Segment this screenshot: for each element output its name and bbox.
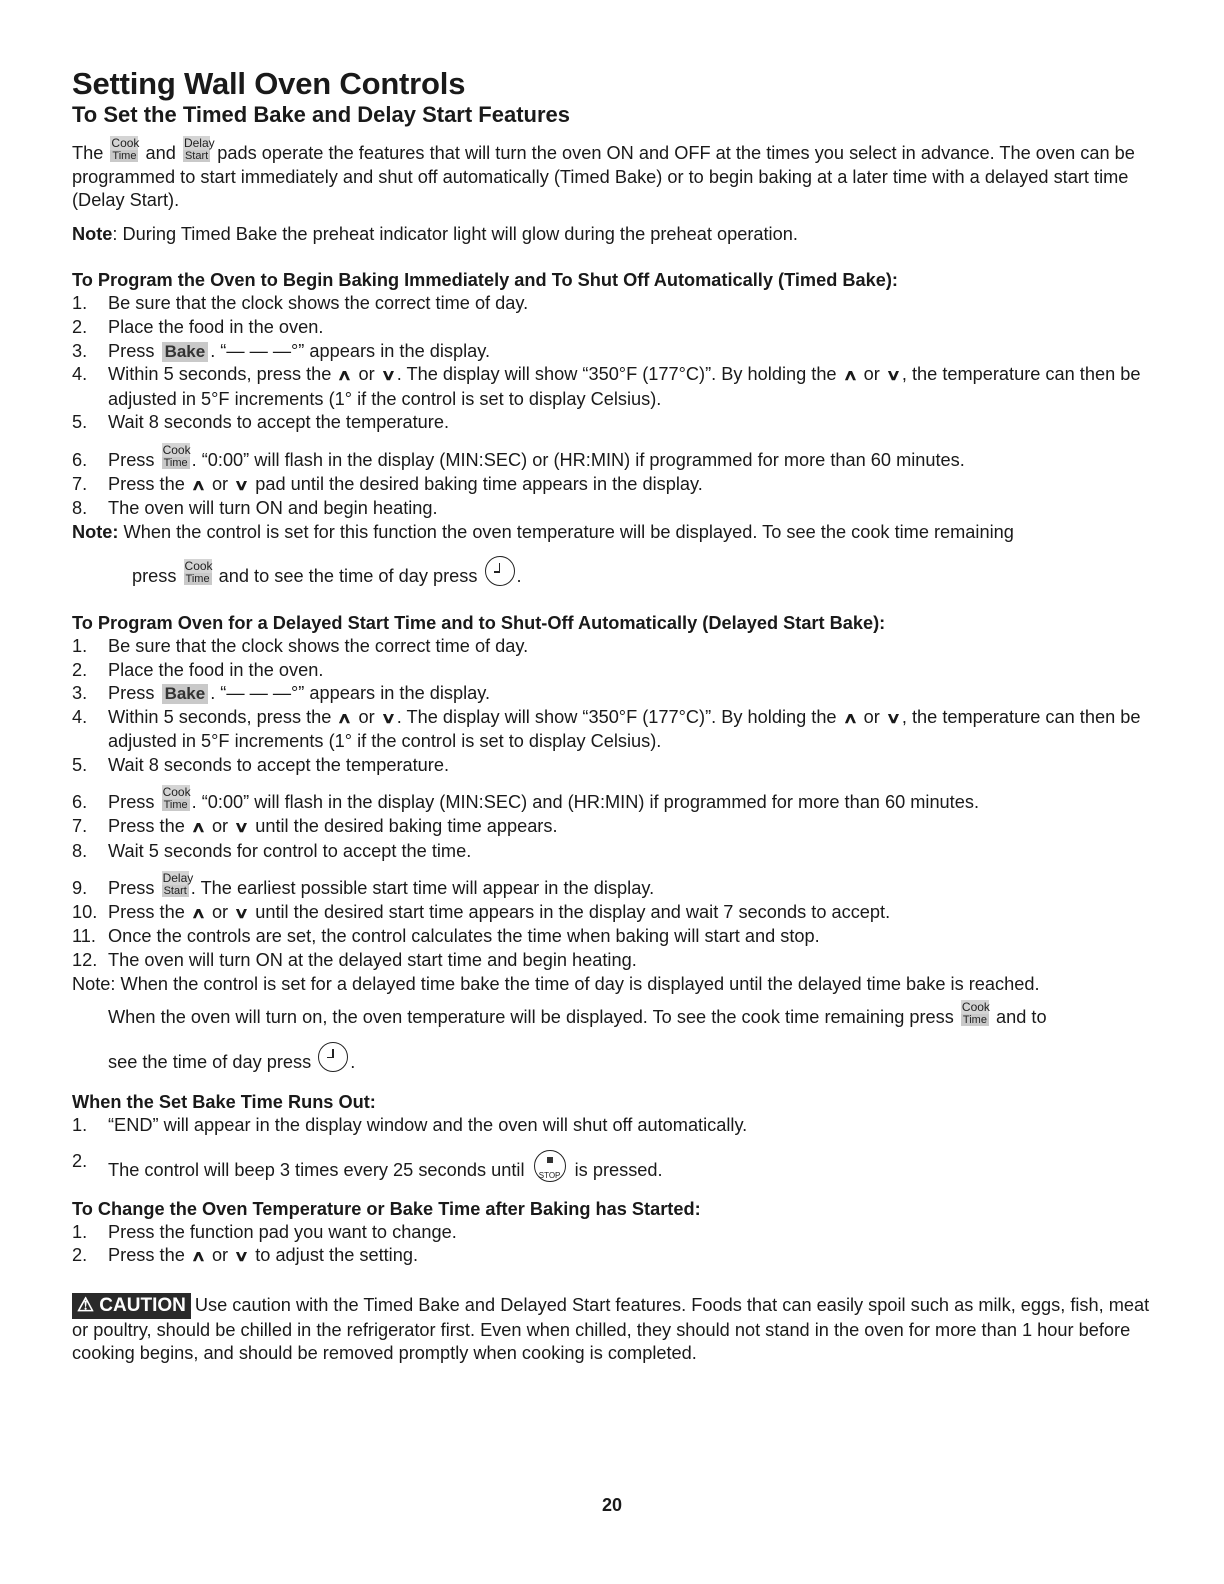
up-arrow-icon: ∧ bbox=[842, 709, 858, 727]
down-arrow-icon: ∨ bbox=[233, 904, 250, 922]
step: 8. The oven will turn ON and begin heating. bbox=[72, 498, 438, 519]
step: 9. Press Delay Start . The earliest possible start time will appear in the display. bbox=[72, 871, 655, 899]
delayed-start-note-line2: When the oven will turn on, the oven temperature will be displayed. To see the cook time remaining press Cook Time and to bbox=[108, 1000, 1047, 1028]
step: 6. Press Cook Time . “0:00” will flash in the display (MIN:SEC) and (HR:MIN) if programmed for more than 60 minutes. bbox=[72, 785, 979, 813]
delayed-start-note: Note: When the control is set for a delayed time bake the time of day is displayed until the delayed time bake is reached. bbox=[72, 973, 1040, 994]
step: 4. Within 5 seconds, press the ∧ or ∨. The display will show “350°F (177°C)”. By holding the ∧ or ∨, the temperature can then be adjusted in 5°F increments (1° if the control is set to display Celsius). bbox=[72, 364, 1141, 409]
note-text: : During Timed Bake the preheat indicator light will glow during the preheat operation. bbox=[112, 223, 798, 244]
step: 2. The control will beep 3 times every 25 seconds until STOP is pressed. bbox=[72, 1151, 663, 1180]
manual-page bbox=[72, 66, 1152, 1366]
down-arrow-icon: ∨ bbox=[380, 367, 396, 385]
timed-bake-steps bbox=[72, 292, 1152, 520]
section-change-settings-heading: To Change the Oven Temperature or Bake Time after Baking has Started: bbox=[72, 1198, 701, 1219]
step: 2. Press the ∧ or ∨ to adjust the setting. bbox=[72, 1244, 1152, 1269]
stop-button-icon: STOP bbox=[534, 1150, 566, 1182]
down-arrow-icon: ∨ bbox=[233, 1248, 250, 1266]
clock-icon bbox=[318, 1042, 348, 1072]
caution-paragraph bbox=[72, 1293, 1152, 1366]
step: 5. Wait 8 seconds to accept the temperature. bbox=[72, 412, 450, 433]
page-subtitle: To Set the Timed Bake and Delay Start Features bbox=[72, 102, 571, 127]
step: 1. Be sure that the clock shows the correct time of day. bbox=[72, 293, 529, 314]
step: 7. Press the ∧ or ∨ until the desired baking time appears. bbox=[72, 815, 1152, 840]
clock-icon bbox=[485, 556, 515, 586]
preheat-note bbox=[72, 223, 1152, 247]
cook-time-pad-icon: Cook Time bbox=[162, 785, 191, 812]
up-arrow-icon: ∧ bbox=[190, 476, 207, 494]
down-arrow-icon: ∨ bbox=[380, 709, 396, 727]
step: 10. Press the ∧ or ∨ until the desired start time appears in the display and wait 7 seconds to accept. bbox=[72, 901, 1152, 926]
intro-paragraph bbox=[72, 136, 1152, 213]
up-arrow-icon: ∧ bbox=[190, 1248, 207, 1266]
down-arrow-icon: ∨ bbox=[233, 819, 250, 837]
section-delayed-start-heading: To Program Oven for a Delayed Start Time and to Shut-Off Automatically (Delayed Start Bake): bbox=[72, 612, 886, 633]
cook-time-pad-icon: Cook Time bbox=[184, 559, 213, 586]
delay-start-pad-icon: Delay Start bbox=[162, 871, 194, 898]
step: 7. Press the ∧ or ∨ pad until the desired baking time appears in the display. bbox=[72, 473, 1152, 498]
delayed-start-steps bbox=[72, 635, 1152, 973]
time-runs-out-steps bbox=[72, 1114, 1152, 1182]
cook-time-pad-icon: Cook Time bbox=[162, 442, 191, 469]
step: 5. Wait 8 seconds to accept the temperature. bbox=[72, 754, 450, 775]
bake-pad-icon: Bake bbox=[162, 684, 209, 704]
down-arrow-icon: ∨ bbox=[885, 709, 902, 727]
step: 8. Wait 5 seconds for control to accept the time. bbox=[72, 840, 472, 861]
delay-start-pad-icon: Delay Start bbox=[183, 136, 215, 162]
step: 3. Press Bake . “— — —°” appears in the display. bbox=[72, 340, 491, 361]
page-number: 20 bbox=[601, 1495, 623, 1515]
step: 1. “END” will appear in the display window and the oven will shut off automatically. bbox=[72, 1115, 748, 1136]
delayed-start-note-line3: see the time of day press . bbox=[72, 1042, 1152, 1075]
change-settings-steps bbox=[72, 1221, 1152, 1269]
timed-bake-note: Note: When the control is set for this function the oven temperature will be displayed. To see the cook time remaining bbox=[72, 521, 1014, 542]
up-arrow-icon: ∧ bbox=[190, 819, 207, 837]
caution-text: Use caution with the Timed Bake and Delayed Start features. Foods that can easily spoil such as milk, eggs, fish, meat or poultry, should be chilled in the refrigerator first. Even when chilled, they should not stand in the oven for more than 1 hour before cooking begins, and should be removed promptly when cooking is completed. bbox=[72, 1294, 1150, 1364]
intro-the: The bbox=[72, 143, 104, 163]
step: 1. Press the function pad you want to change. bbox=[72, 1221, 457, 1242]
section-time-runs-out-heading: When the Set Bake Time Runs Out: bbox=[72, 1092, 376, 1113]
step: 2. Place the food in the oven. bbox=[72, 659, 324, 680]
caution-badge: ⚠ CAUTION bbox=[72, 1293, 191, 1319]
step: 12. The oven will turn ON at the delayed start time and begin heating. bbox=[72, 950, 637, 971]
step: 2. Place the food in the oven. bbox=[72, 316, 324, 337]
down-arrow-icon: ∨ bbox=[233, 476, 250, 494]
down-arrow-icon: ∨ bbox=[885, 367, 902, 385]
cook-time-pad-icon: Cook Time bbox=[111, 136, 140, 162]
section-timed-bake-heading: To Program the Oven to Begin Baking Immediately and To Shut Off Automatically (Timed Bake): bbox=[72, 270, 898, 291]
note-label: Note bbox=[72, 223, 113, 244]
intro-and: and bbox=[145, 143, 176, 163]
bake-pad-icon: Bake bbox=[162, 342, 209, 362]
up-arrow-icon: ∧ bbox=[842, 367, 858, 385]
step: 11. Once the controls are set, the control calculates the time when baking will start and stop. bbox=[72, 926, 820, 947]
intro-text: pads operate the features that will turn the oven ON and OFF at the times you select in advance. The oven can be programmed to start immediately and shut off automatically (Timed Bake) or to begin baking at a later time with a delayed start time (Delay Start). bbox=[72, 143, 1135, 211]
up-arrow-icon: ∧ bbox=[190, 904, 207, 922]
step: 4. Within 5 seconds, press the ∧ or ∨. The display will show “350°F (177°C)”. By holding the ∧ or ∨, the temperature can then be adjusted in 5°F increments (1° if the control is set to display Celsius). bbox=[72, 706, 1141, 752]
timed-bake-note-line2: press Cook Time and to see the time of day press . bbox=[72, 556, 1152, 589]
page-title: Setting Wall Oven Controls bbox=[72, 66, 466, 101]
step: 1. Be sure that the clock shows the correct time of day. bbox=[72, 635, 529, 656]
step: 3. Press Bake . “— — —°” appears in the display. bbox=[72, 683, 491, 704]
cook-time-pad-icon: Cook Time bbox=[961, 1000, 990, 1027]
up-arrow-icon: ∧ bbox=[337, 709, 353, 727]
up-arrow-icon: ∧ bbox=[337, 367, 353, 385]
step: 6. Press Cook Time . “0:00” will flash in the display (MIN:SEC) or (HR:MIN) if programmed for more than 60 minutes. bbox=[72, 442, 965, 470]
